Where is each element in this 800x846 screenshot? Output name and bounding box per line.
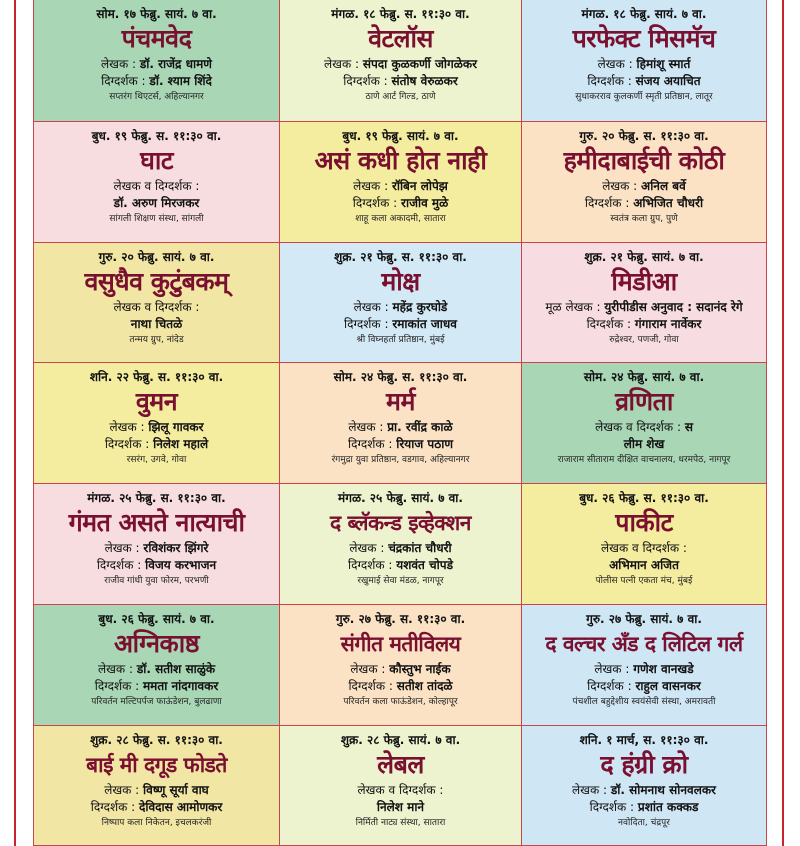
- writer-label: लेखक व दिग्दर्शक :: [113, 179, 200, 193]
- director-line: [280, 436, 521, 453]
- director-name: गंगाराम नार्वेकर: [634, 317, 702, 331]
- director-label: दिग्दर्शक :: [348, 679, 397, 693]
- director-line: [522, 557, 766, 574]
- show-date: मंगळ. २५ फेब्रु. सायं. ७ वा.: [338, 491, 463, 505]
- director-name: सतीश तांदळे: [396, 679, 453, 693]
- play-card: [33, 243, 280, 363]
- play-card: [280, 243, 522, 363]
- show-date: शनि. २२ फेब्रु. स. ११:३० वा.: [89, 370, 224, 384]
- play-title: असं कधी होत नाही: [314, 146, 487, 175]
- director-name: ममता नांदगावकर: [143, 679, 219, 693]
- director-label: दिग्दर्शक :: [584, 196, 634, 210]
- show-date: बुध. २६ फेब्रु. सायं. ७ वा.: [98, 612, 215, 626]
- director-label: दिग्दर्शक :: [352, 196, 402, 210]
- show-date: मंगळ. १८ फेब्रु. स. ११:३० वा.: [331, 7, 470, 21]
- play-card: [33, 605, 280, 726]
- director-label: दिग्दर्शक :: [586, 317, 635, 331]
- writer-line: [280, 299, 521, 316]
- writer-line: [522, 56, 766, 73]
- show-date: बुध. १९ फेब्रु. सायं. ७ वा.: [342, 129, 459, 143]
- writer-name: संपदा कुळकर्णी जोगळेकर: [362, 57, 477, 71]
- writer-label: लेखक :: [104, 783, 144, 797]
- director-name: रमाकांत जाधव: [392, 317, 457, 331]
- play-title: घाट: [140, 146, 173, 175]
- director-line: [280, 678, 521, 695]
- play-card: [522, 363, 767, 484]
- director-name: राहुल वासनकर: [635, 679, 701, 693]
- troupe-name: परिवर्तन कला फाऊंडेशन, कोल्हापूर: [343, 697, 458, 707]
- director-label: दिग्दर्शक :: [343, 74, 392, 88]
- troupe-name: सुधाकरराव कुलकर्णी स्मृती प्रतिष्ठान, लातूर: [575, 92, 713, 102]
- show-date: गुरु. २० फेब्रु. स. ११:३० वा.: [579, 129, 709, 143]
- writer-label: लेखक व दिग्दर्शक :: [601, 541, 687, 555]
- director-line: [34, 557, 279, 574]
- writer-label: लेखक :: [594, 662, 634, 676]
- writer-name: महेंद्र कुरघोडे: [392, 300, 448, 314]
- show-date: गुरु. २७ फेब्रु. सायं. ७ वा.: [586, 612, 702, 626]
- writer-label: लेखक :: [353, 300, 393, 314]
- director-name: संतोष वेरुळकर: [391, 74, 458, 88]
- writer-line: [34, 56, 279, 73]
- play-title: द वल्चर अँड द लिटिल गर्ल: [545, 632, 743, 656]
- show-date: मंगळ. २५ फेब्रु. स. ११:३० वा.: [87, 491, 226, 505]
- writer-line: [280, 661, 521, 678]
- writer-line: [280, 782, 521, 799]
- writer-line: [34, 782, 279, 799]
- director-label: दिग्दर्शक :: [589, 800, 638, 814]
- writer-label: लेखक :: [348, 420, 388, 434]
- writer-line: [34, 419, 279, 436]
- play-card: [280, 605, 522, 726]
- play-card: [33, 363, 280, 484]
- troupe-name: नवोदिता, चंद्रपूर: [618, 818, 670, 828]
- director-line: [34, 436, 279, 453]
- director-line: [522, 73, 766, 90]
- writer-label: लेखक :: [602, 179, 642, 193]
- play-card: [280, 363, 522, 484]
- director-name: निलेश माने: [376, 800, 425, 814]
- play-title: परफेक्ट मिसमॅच: [572, 24, 716, 53]
- play-title: गंमत असते नात्याची: [68, 508, 245, 537]
- director-name: डॉ. अरुण मिरजकर: [113, 196, 200, 210]
- play-title: वेटलॉस: [368, 24, 433, 53]
- play-title: वसुधैव कुटुंबकम्: [84, 267, 229, 296]
- director-line: [34, 678, 279, 695]
- troupe-name: परिवर्तन मल्टिपर्पज फाऊंडेशन, बुलढाणा: [91, 697, 222, 707]
- play-card: [522, 605, 767, 726]
- writer-label: लेखक :: [350, 662, 390, 676]
- show-date: शनि. १ मार्च, स. ११:३० वा.: [579, 733, 709, 747]
- troupe-name: रखुमाई सेवा मंडळ, नागपूर: [357, 576, 444, 586]
- play-title: संगीत मतीविलय: [340, 632, 461, 656]
- play-title: द हंग्री क्रो: [600, 750, 688, 779]
- troupe-name: पंचशील बहुद्देशीय स्वयंसेवी संस्था, अमरावती: [572, 697, 716, 707]
- show-date: बुध. २६ फेब्रु. स. ११:३० वा.: [579, 491, 709, 505]
- writer-name: रॉबिन लोपेझ: [391, 179, 448, 193]
- writer-label: लेखक :: [324, 57, 363, 71]
- play-title: पाकीट: [615, 508, 673, 537]
- director-name: प्रशांत कक्कड: [637, 800, 699, 814]
- troupe-name: रुद्रेश्वर, पणजी, गोवा: [609, 335, 679, 345]
- play-card: [522, 726, 767, 846]
- play-card: [522, 122, 767, 243]
- writer-label: मूळ लेखक :: [545, 300, 605, 314]
- play-title: पंचमवेद: [121, 24, 192, 53]
- writer-line: [280, 56, 521, 73]
- writer-label: लेखक :: [97, 662, 137, 676]
- troupe-name: शाहू कला अकादमी, सातारा: [355, 214, 446, 224]
- play-card: [522, 0, 767, 122]
- director-name: अभिजित चौधरी: [633, 196, 704, 210]
- writer-line: [522, 540, 766, 557]
- show-date: सोम. २४ फेब्रु. सायं. ७ वा.: [583, 370, 705, 384]
- director-line: [34, 799, 279, 816]
- writer-line: [280, 419, 521, 436]
- director-line: [280, 557, 521, 574]
- director-label: दिग्दर्शक :: [347, 437, 397, 451]
- play-card: [280, 726, 522, 846]
- show-date: गुरु. २७ फेब्रु. स. ११:३० वा.: [335, 612, 466, 626]
- play-card: [33, 726, 280, 846]
- director-name: लीम शेख: [623, 437, 665, 451]
- director-line: [522, 436, 766, 453]
- writer-label: लेखक :: [597, 57, 637, 71]
- play-card: [280, 122, 522, 243]
- director-line: [522, 195, 766, 212]
- writer-line: [34, 540, 279, 557]
- right-border: [770, 0, 800, 846]
- writer-name: रविशंकर झिंगरे: [143, 541, 209, 555]
- director-name: निलेश महाले: [153, 437, 209, 451]
- play-title: मिडीआ: [611, 267, 677, 296]
- director-line: [522, 316, 766, 333]
- director-label: दिग्दर्शक :: [101, 74, 150, 88]
- writer-name: स: [684, 420, 693, 434]
- director-line: [34, 73, 279, 90]
- director-name: संजय अयाचित: [635, 74, 701, 88]
- troupe-name: स्वतंत्र कला ग्रुप, पुणे: [610, 214, 678, 224]
- play-title: बाई मी दगूड फोडते: [86, 753, 227, 777]
- director-name: विजय करभाजन: [145, 558, 217, 572]
- troupe-name: तन्मय ग्रुप, नांदेड: [129, 335, 184, 345]
- play-card: [280, 0, 522, 122]
- play-title: मर्म: [386, 387, 415, 416]
- director-line: [280, 73, 521, 90]
- play-title: मोक्ष: [381, 267, 420, 296]
- troupe-name: निष्पाप कला निकेतन, इचलकरंजी: [101, 818, 212, 828]
- director-line: [280, 799, 521, 816]
- writer-label: लेखक :: [101, 57, 140, 71]
- writer-name: चंद्रकांत चौधरी: [388, 541, 452, 555]
- writer-label: लेखक :: [349, 541, 389, 555]
- left-border: [0, 0, 30, 846]
- director-label: दिग्दर्शक :: [104, 437, 154, 451]
- troupe-name: निर्मिती नाट्य संस्था, सातारा: [355, 818, 446, 828]
- director-label: दिग्दर्शक :: [587, 679, 636, 693]
- writer-line: [34, 299, 279, 316]
- director-line: [34, 316, 279, 333]
- writer-label: लेखक व दिग्दर्शक :: [595, 420, 685, 434]
- show-date: शुक्र. २१ फेब्रु. स. ११:३० वा.: [334, 250, 467, 264]
- director-name: देविदास आमोणकर: [139, 800, 223, 814]
- play-title: द ब्लॅकन्ड इव्हेक्शन: [330, 511, 471, 535]
- play-card: [33, 484, 280, 605]
- writer-line: [522, 782, 766, 799]
- writer-line: [34, 178, 279, 195]
- writer-label: लेखक व दिग्दर्शक :: [113, 300, 200, 314]
- show-date: सोम. २४ फेब्रु. स. ११:३० वा.: [333, 370, 468, 384]
- writer-name: कौस्तुभ नाईक: [389, 662, 451, 676]
- director-label: दिग्दर्शक :: [347, 558, 397, 572]
- play-title: अग्निकाष्ठ: [114, 629, 199, 658]
- writer-line: [280, 540, 521, 557]
- play-title: हमीदाबाईची कोठी: [563, 146, 725, 175]
- troupe-name: ठाणे आर्ट गिल्ड, ठाणे: [365, 92, 436, 102]
- writer-line: [522, 299, 766, 316]
- show-date: सोम. १७ फेब्रु. सायं. ७ वा.: [96, 7, 217, 21]
- writer-name: अनिल बर्वे: [641, 179, 686, 193]
- play-card: [33, 122, 280, 243]
- writer-label: लेखक :: [353, 179, 392, 193]
- writer-name: डॉ. सोमनाथ सोनवलकर: [610, 783, 716, 797]
- director-label: दिग्दर्शक :: [344, 317, 393, 331]
- writer-label: लेखक :: [572, 783, 611, 797]
- show-date: मंगळ. १८ फेब्रु. सायं. ७ वा.: [581, 7, 707, 21]
- writer-name: गणेश वानखडे: [633, 662, 694, 676]
- play-title: लेबल: [377, 750, 424, 779]
- writer-line: [522, 661, 766, 678]
- play-title: व्रणिता: [615, 387, 673, 416]
- director-line: [522, 678, 766, 695]
- writer-line: [522, 419, 766, 436]
- writer-name: डॉ. राजेंद्र धामणे: [139, 57, 212, 71]
- play-card: [522, 484, 767, 605]
- director-line: [280, 316, 521, 333]
- director-name: डॉ. श्याम शिंदे: [149, 74, 212, 88]
- show-date: शुक्र. २८ फेब्रु. सायं. ७ वा.: [340, 733, 461, 747]
- show-date: गुरु. २० फेब्रु. सायं. ७ वा.: [98, 250, 215, 264]
- writer-label: लेखक :: [104, 541, 144, 555]
- show-date: शुक्र. २१ फेब्रु. सायं. ७ वा.: [584, 250, 704, 264]
- writer-name: विष्णू सूर्या वाघ: [143, 783, 209, 797]
- troupe-name: पोलीस पत्नी एकता मंच, मुंबई: [595, 576, 693, 586]
- troupe-name: रंगमुद्रा युवा प्रतिष्ठान, वडगाव, अहिल्यानगर: [331, 455, 470, 465]
- director-name: राजीव मुळे: [401, 196, 449, 210]
- director-line: [280, 195, 521, 212]
- play-card: [33, 0, 280, 122]
- director-label: दिग्दर्शक :: [94, 679, 143, 693]
- writer-label: लेखक व दिग्दर्शक :: [357, 783, 444, 797]
- schedule-grid: [33, 0, 767, 846]
- director-name: नाथा चितळे: [130, 317, 183, 331]
- show-date: बुध. १९ फेब्रु. स. ११:३० वा.: [91, 129, 222, 143]
- director-name: अभिमान अजित: [609, 558, 679, 572]
- show-date: शुक्र. २८ फेब्रु. स. ११:३० वा.: [90, 733, 223, 747]
- writer-name: युरीपीडीस अनुवाद : सदानंद रेगे: [604, 300, 743, 314]
- director-name: यशवंत चोपडे: [396, 558, 454, 572]
- writer-name: डॉ. सतीश साळुंके: [136, 662, 216, 676]
- writer-name: प्रा. रवींद्र काळे: [387, 420, 453, 434]
- writer-line: [522, 178, 766, 195]
- writer-line: [34, 661, 279, 678]
- play-card: [522, 243, 767, 363]
- troupe-name: राजाराम सीताराम दीक्षित वाचनालय, धरमपेठ, नागपूर: [557, 455, 731, 465]
- writer-name: झिलू गावकर: [148, 420, 204, 434]
- play-title: वुमन: [135, 387, 178, 416]
- troupe-name: सांगली शिक्षण संस्था, सांगली: [109, 214, 204, 224]
- director-label: दिग्दर्शक :: [96, 558, 146, 572]
- play-card: [280, 484, 522, 605]
- troupe-name: रसरंग, उगवे, गोवा: [126, 455, 187, 465]
- director-label: दिग्दर्शक :: [90, 800, 139, 814]
- director-name: रियाज पठाण: [396, 437, 454, 451]
- director-label: दिग्दर्शक :: [587, 74, 636, 88]
- troupe-name: राजीव गांधी युवा फोरम, परभणी: [104, 576, 209, 586]
- troupe-name: सप्तरंग थिएटर्स, अहिल्यानगर: [109, 92, 204, 102]
- writer-name: हिमांशू स्मार्त: [636, 57, 691, 71]
- writer-line: [280, 178, 521, 195]
- troupe-name: श्री विघ्नहर्ता प्रतिष्ठान, मुंबई: [356, 335, 445, 345]
- director-line: [34, 195, 279, 212]
- director-line: [522, 799, 766, 816]
- writer-label: लेखक :: [109, 420, 149, 434]
